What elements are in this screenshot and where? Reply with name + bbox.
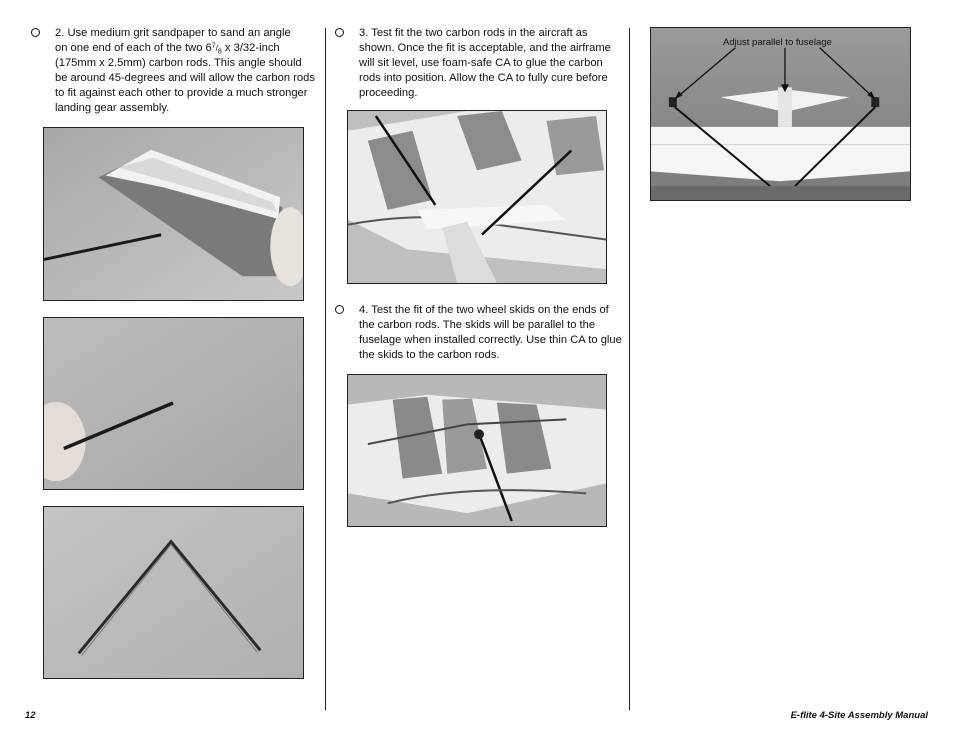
step-4-paragraph: 4. Test the fit of the two wheel skids on the ends of the carbon rods. The skids will be parallel to the fuselage when installed correctly. Use thin CA to glue the skids to the carbon rods. xyxy=(359,304,622,361)
step-2-rest: (175mm x 2.5mm) carbon rods. This angle should be around 45-degrees and will allow the carbon rods to fit against each other to provide a much stronger landing gear assembly. xyxy=(55,57,315,114)
fraction-numerator: 7 xyxy=(211,42,216,50)
column-divider-left xyxy=(325,28,326,710)
photo-sanding-block xyxy=(43,127,304,301)
manual-title: E-flite 4-Site Assembly Manual xyxy=(790,710,928,721)
step-2-text xyxy=(55,26,317,116)
photo-aircraft-front xyxy=(650,27,911,201)
photo-wheel-skid xyxy=(347,374,607,527)
photo-rod-tip xyxy=(43,317,304,490)
photo-caption-label: Adjust parallel to fuselage xyxy=(723,37,832,48)
step-3-text xyxy=(359,26,625,101)
step-2-line1: 2. Use medium grit sandpaper to sand an angle xyxy=(55,27,291,39)
photo-rods-joined xyxy=(43,506,304,679)
step-2-line2a: on one end of each of the two 6 xyxy=(55,42,212,54)
checkbox-circle-icon[interactable] xyxy=(335,28,344,37)
fraction: $^7/_8$ xyxy=(211,42,222,56)
photo-rods-in-aircraft xyxy=(347,110,607,284)
column-divider-right xyxy=(629,28,630,710)
fraction-denominator: 8 xyxy=(217,48,222,56)
step-2-line2b: x 3/32-inch xyxy=(221,42,280,54)
page-number: 12 xyxy=(25,710,36,721)
step-4-text xyxy=(359,303,625,363)
step-3-paragraph: 3. Test fit the two carbon rods in the aircraft as shown. Once the fit is acceptable, and the airframe will sit level, use foam-safe CA to glue the carbon rods into position. Allow the CA to fully cure before proceeding. xyxy=(359,27,611,99)
checkbox-circle-icon[interactable] xyxy=(31,28,40,37)
checkbox-circle-icon[interactable] xyxy=(335,305,344,314)
